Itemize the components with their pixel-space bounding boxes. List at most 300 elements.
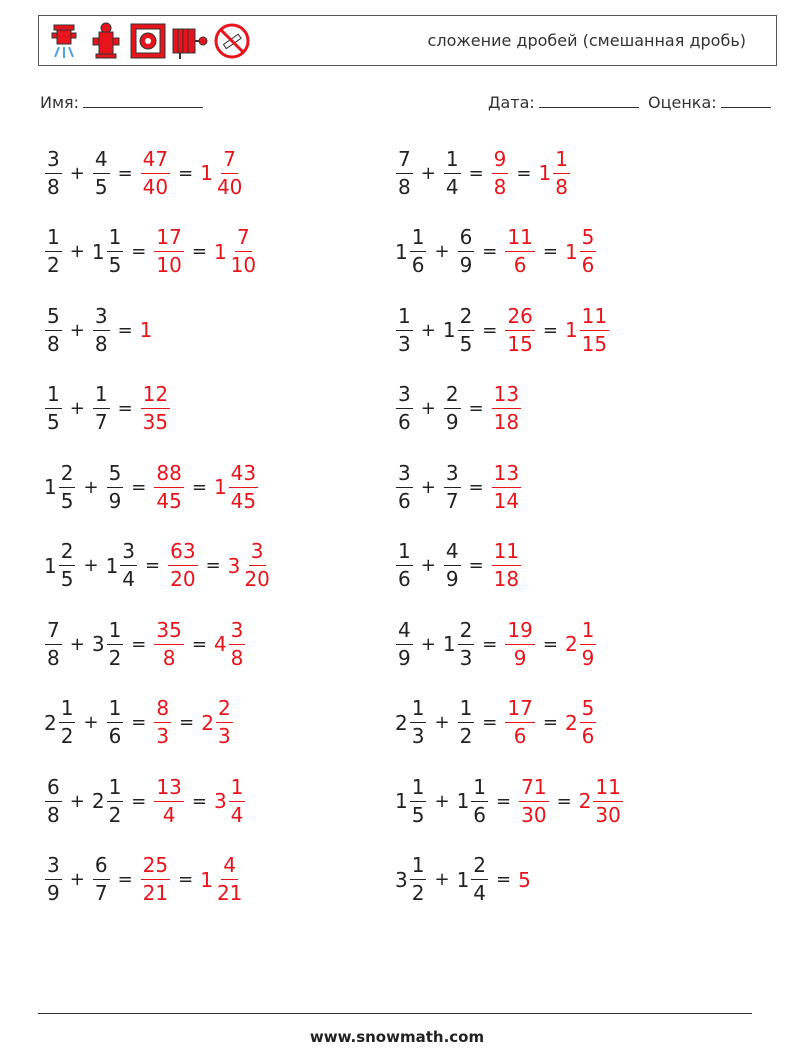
mixed-number — [443, 460, 462, 515]
mixed-number — [443, 538, 462, 593]
fraction — [215, 146, 244, 201]
whole-part: 1 — [44, 553, 57, 578]
answer-number — [214, 460, 259, 515]
equals-sign: = — [131, 241, 147, 262]
numerator: 7 — [221, 146, 238, 174]
denominator: 3 — [411, 724, 425, 748]
equals-sign: = — [482, 319, 498, 341]
fraction — [580, 303, 609, 358]
equals-sign: = — [131, 633, 147, 655]
answer-number — [565, 695, 597, 750]
denominator: 2 — [47, 253, 60, 277]
whole-part: 1 — [395, 239, 408, 264]
whole-part: 3 — [213, 789, 227, 813]
grade-blank[interactable] — [721, 93, 771, 108]
denominator: 20 — [170, 567, 196, 591]
denominator: 6 — [398, 488, 411, 513]
problem-row — [395, 141, 571, 205]
fraction — [458, 695, 475, 750]
answer-number — [140, 146, 171, 201]
fraction — [154, 695, 171, 750]
equals-sign: = — [468, 476, 484, 498]
mixed-number — [92, 303, 111, 358]
fraction — [59, 695, 76, 750]
fraction — [229, 617, 246, 672]
denominator: 4 — [445, 174, 459, 199]
whole-part: 1 — [200, 867, 213, 892]
mixed-number — [395, 852, 427, 907]
numerator: 3 — [93, 303, 110, 331]
denominator: 6 — [513, 253, 527, 277]
whole-part: 1 — [564, 318, 578, 342]
fraction — [120, 538, 137, 593]
denominator: 5 — [60, 567, 74, 591]
fire-hose-icon — [171, 21, 209, 61]
equals-sign: = — [482, 241, 498, 262]
denominator: 9 — [459, 253, 473, 277]
numerator: 2 — [471, 852, 488, 880]
answer-number — [565, 303, 610, 358]
denominator: 9 — [581, 645, 595, 670]
fraction — [593, 774, 622, 829]
problem-row — [44, 534, 273, 598]
numerator: 13 — [492, 381, 521, 409]
numerator: 6 — [93, 852, 110, 880]
whole-part: 1 — [395, 789, 408, 813]
fraction — [141, 852, 170, 907]
problem-row — [395, 612, 597, 676]
fraction — [59, 460, 76, 515]
mixed-number — [92, 617, 124, 672]
equals-sign: = — [542, 241, 558, 262]
equals-sign: = — [496, 869, 512, 890]
equals-sign: = — [468, 162, 484, 184]
numerator: 25 — [141, 852, 170, 880]
mixed-number — [106, 460, 125, 515]
fraction — [396, 617, 413, 672]
problem-row — [395, 769, 624, 833]
whole-part: 1 — [538, 161, 552, 185]
mixed-number — [395, 695, 427, 750]
denominator: 9 — [445, 567, 459, 591]
denominator: 5 — [459, 331, 473, 356]
denominator: 40 — [216, 174, 243, 199]
equals-sign: = — [131, 476, 147, 498]
denominator: 8 — [555, 174, 568, 199]
denominator: 6 — [473, 802, 487, 827]
answer-number — [491, 381, 522, 436]
denominator: 2 — [108, 802, 122, 827]
numerator: 1 — [580, 617, 597, 645]
denominator: 45 — [230, 488, 257, 513]
fraction — [410, 774, 427, 829]
answer-number — [504, 303, 535, 358]
fraction — [93, 852, 110, 907]
numerator: 11 — [505, 224, 534, 252]
whole-part: 2 — [91, 789, 105, 813]
numerator: 3 — [120, 538, 137, 566]
fraction — [154, 224, 183, 279]
answer-number — [228, 538, 273, 593]
numerator: 11 — [580, 303, 609, 331]
mixed-number — [443, 146, 462, 201]
mixed-number — [457, 695, 476, 750]
answer-number — [565, 617, 597, 672]
whole-part: 1 — [442, 318, 456, 342]
answer-number — [518, 774, 549, 829]
whole-part: 2 — [564, 710, 578, 735]
numerator: 2 — [458, 303, 475, 331]
problem-row — [44, 220, 259, 284]
mixed-number — [106, 538, 138, 593]
fraction — [45, 617, 62, 672]
equals-sign: = — [191, 476, 207, 498]
denominator: 5 — [108, 253, 122, 277]
mixed-number — [443, 617, 475, 672]
mixed-number — [395, 774, 427, 829]
numerator: 4 — [444, 538, 461, 566]
mixed-number — [457, 224, 476, 279]
numerator: 8 — [154, 695, 171, 723]
equals-sign: = — [179, 712, 195, 733]
problem-row — [395, 220, 597, 284]
whole-part: 1 — [213, 239, 227, 264]
whole-part: 4 — [213, 632, 227, 656]
plus-sign: + — [83, 476, 99, 498]
denominator: 10 — [230, 253, 257, 277]
denominator: 10 — [156, 253, 182, 277]
numerator: 1 — [410, 774, 427, 802]
answer-number — [153, 460, 184, 515]
mixed-number — [395, 460, 414, 515]
answer-number — [579, 774, 624, 829]
mixed-number — [395, 538, 414, 593]
numerator: 1 — [59, 695, 76, 723]
denominator: 15 — [507, 331, 533, 356]
denominator: 18 — [493, 410, 520, 434]
answer-number — [153, 774, 184, 829]
denominator: 8 — [162, 645, 176, 670]
date-field — [488, 93, 639, 112]
denominator: 15 — [581, 331, 608, 356]
denominator: 8 — [94, 331, 108, 356]
fraction — [45, 224, 62, 279]
mixed-number — [92, 224, 124, 279]
denominator: 2 — [108, 645, 122, 670]
fraction — [492, 460, 521, 515]
equals-sign: = — [496, 790, 512, 812]
fraction — [107, 774, 124, 829]
numerator: 7 — [45, 617, 62, 645]
mixed-number — [443, 381, 462, 436]
fraction — [396, 538, 413, 593]
numerator: 1 — [444, 146, 461, 174]
mixed-number — [44, 852, 63, 907]
answer-number — [214, 224, 259, 279]
numerator: 1 — [410, 695, 427, 723]
fraction — [229, 774, 246, 829]
fraction — [492, 538, 521, 593]
answer-number — [153, 695, 172, 750]
plus-sign: + — [69, 633, 85, 655]
denominator: 8 — [230, 645, 244, 670]
numerator: 11 — [593, 774, 622, 802]
fraction — [242, 538, 271, 593]
numerator: 1 — [229, 774, 246, 802]
denominator: 6 — [411, 253, 425, 277]
numerator: 1 — [107, 224, 124, 252]
footer-divider — [38, 1013, 752, 1014]
denominator: 6 — [398, 410, 411, 434]
numerator: 6 — [458, 224, 475, 252]
mixed-number — [44, 224, 63, 279]
equals-sign: = — [145, 555, 161, 576]
fraction — [45, 381, 62, 436]
numerator: 1 — [93, 381, 110, 409]
mixed-number — [44, 617, 63, 672]
denominator: 4 — [162, 802, 176, 827]
numerator: 1 — [410, 852, 427, 880]
problem-row — [44, 769, 246, 833]
answer-number — [504, 224, 535, 279]
numerator: 5 — [107, 460, 124, 488]
problem-row — [395, 848, 532, 912]
no-smoking-icon — [213, 21, 251, 61]
plus-sign: + — [69, 319, 85, 341]
equals-sign: = — [191, 633, 207, 655]
denominator: 9 — [398, 645, 411, 670]
fraction — [107, 695, 124, 750]
whole-part: 2 — [395, 710, 408, 735]
fraction — [580, 695, 597, 750]
denominator: 8 — [47, 802, 60, 827]
whole-part: 1 — [105, 553, 119, 578]
plus-sign: + — [83, 555, 99, 576]
equals-sign: = — [131, 790, 147, 812]
plus-sign: + — [420, 398, 436, 419]
numerator: 4 — [221, 852, 238, 880]
plus-sign: + — [420, 319, 436, 341]
fraction — [229, 224, 258, 279]
equals-sign: = — [178, 162, 194, 184]
numerator: 47 — [141, 146, 170, 174]
worksheet-header — [38, 15, 777, 66]
denominator: 30 — [595, 802, 621, 827]
whole-part: 3 — [395, 867, 408, 892]
name-blank[interactable] — [83, 93, 203, 108]
fire-hydrant-icon — [45, 21, 83, 61]
equals-sign: = — [178, 869, 194, 890]
fraction — [492, 146, 509, 201]
equals-sign: = — [117, 162, 133, 184]
worksheet-title: сложение дробей (смешанная дробь) — [427, 31, 746, 50]
mixed-number — [44, 774, 63, 829]
fraction — [444, 381, 461, 436]
answer-number — [518, 868, 532, 892]
equals-sign: = — [482, 633, 498, 655]
plus-sign: + — [420, 476, 436, 498]
answer-number — [140, 852, 171, 907]
plus-sign: + — [420, 633, 436, 655]
numerator: 3 — [396, 381, 413, 409]
plus-sign: + — [434, 869, 450, 890]
mixed-number — [395, 617, 414, 672]
equals-sign: = — [117, 869, 133, 890]
plus-sign: + — [434, 241, 450, 262]
denominator: 7 — [94, 410, 108, 434]
whole-part: 3 — [227, 553, 241, 578]
numerator: 19 — [505, 617, 534, 645]
mixed-number — [92, 146, 111, 201]
fraction — [410, 695, 427, 750]
whole-part: 1 — [44, 475, 57, 499]
plus-sign: + — [420, 162, 436, 184]
whole-part: 2 — [564, 632, 578, 656]
equals-sign: = — [117, 319, 133, 341]
numerator: 11 — [492, 538, 521, 566]
equals-sign: = — [468, 555, 484, 576]
numerator: 3 — [249, 538, 266, 566]
whole-part: 1 — [91, 239, 105, 264]
problem-row — [395, 455, 522, 519]
denominator: 3 — [156, 724, 170, 748]
answer-number — [200, 146, 245, 201]
numerator: 1 — [107, 695, 124, 723]
plus-sign: + — [69, 869, 85, 890]
numerator: 17 — [154, 224, 183, 252]
whole-part: 2 — [201, 710, 214, 735]
fraction — [396, 460, 413, 515]
equals-sign: = — [516, 162, 532, 184]
plus-sign: + — [69, 162, 85, 184]
whole-part: 2 — [578, 789, 592, 813]
fraction — [444, 538, 461, 593]
whole-part: 1 — [456, 789, 470, 813]
answer-number — [491, 146, 510, 201]
denominator: 7 — [445, 488, 459, 513]
numerator: 3 — [396, 460, 413, 488]
fraction — [458, 224, 475, 279]
answer-number — [214, 774, 246, 829]
mixed-number — [44, 695, 76, 750]
numerator: 1 — [458, 695, 475, 723]
problem-row — [44, 141, 245, 205]
date-blank[interactable] — [539, 93, 639, 108]
numerator: 1 — [471, 774, 488, 802]
mixed-number — [92, 774, 124, 829]
fraction — [93, 381, 110, 436]
numerator: 5 — [45, 303, 62, 331]
fraction — [396, 381, 413, 436]
fire-alarm-icon — [129, 21, 167, 61]
numerator: 4 — [93, 146, 110, 174]
denominator: 2 — [60, 724, 74, 748]
answer-number — [538, 146, 570, 201]
denominator: 21 — [142, 881, 169, 905]
problem-row — [44, 298, 153, 362]
mixed-number — [44, 146, 63, 201]
whole-part: 1 — [442, 632, 456, 656]
denominator: 40 — [142, 174, 169, 199]
fraction — [45, 774, 62, 829]
fraction — [471, 774, 488, 829]
numerator: 2 — [444, 381, 461, 409]
denominator: 2 — [411, 881, 425, 905]
fraction — [444, 146, 461, 201]
fraction — [505, 617, 534, 672]
grade-field — [648, 93, 771, 112]
numerator: 5 — [580, 695, 597, 723]
numerator: 26 — [505, 303, 534, 331]
fraction — [410, 852, 427, 907]
fraction — [93, 303, 110, 358]
numerator: 1 — [45, 381, 62, 409]
numerator: 1 — [410, 224, 427, 252]
denominator: 2 — [459, 724, 473, 748]
denominator: 5 — [60, 488, 74, 513]
denominator: 4 — [230, 802, 244, 827]
numerator: 1 — [107, 774, 124, 802]
numerator: 12 — [141, 381, 170, 409]
mixed-number — [106, 695, 125, 750]
denominator: 5 — [411, 802, 425, 827]
problem-row — [395, 298, 610, 362]
denominator: 30 — [521, 802, 547, 827]
denominator: 6 — [581, 724, 595, 748]
equals-sign: = — [117, 398, 133, 419]
equals-sign: = — [191, 241, 207, 262]
fraction — [580, 617, 597, 672]
denominator: 8 — [398, 174, 411, 199]
equals-sign: = — [205, 555, 221, 576]
numerator: 1 — [107, 617, 124, 645]
answer-number — [491, 460, 522, 515]
numerator: 6 — [45, 774, 62, 802]
fraction — [580, 224, 597, 279]
denominator: 8 — [47, 645, 60, 670]
numerator: 1 — [553, 146, 570, 174]
numerator: 4 — [396, 617, 413, 645]
fraction — [444, 460, 461, 515]
fraction — [107, 460, 124, 515]
denominator: 35 — [142, 410, 169, 434]
denominator: 14 — [493, 488, 520, 513]
mixed-number — [44, 303, 63, 358]
equals-sign: = — [191, 790, 207, 812]
fraction — [154, 460, 183, 515]
fraction — [216, 695, 233, 750]
denominator: 45 — [156, 488, 182, 513]
whole-part: 2 — [44, 710, 57, 735]
denominator: 5 — [47, 410, 60, 434]
answer-number — [565, 224, 597, 279]
fraction — [93, 146, 110, 201]
denominator: 3 — [459, 645, 473, 670]
equals-sign: = — [542, 633, 558, 655]
numerator: 2 — [59, 460, 76, 488]
plus-sign: + — [69, 790, 85, 812]
plus-sign: + — [69, 241, 85, 262]
mixed-number — [44, 538, 76, 593]
numerator: 9 — [492, 146, 509, 174]
mixed-number — [395, 146, 414, 201]
answer-number — [504, 617, 535, 672]
fraction — [505, 695, 534, 750]
numerator: 17 — [505, 695, 534, 723]
denominator: 8 — [47, 174, 60, 199]
problem-row — [44, 455, 259, 519]
mixed-number — [395, 224, 427, 279]
